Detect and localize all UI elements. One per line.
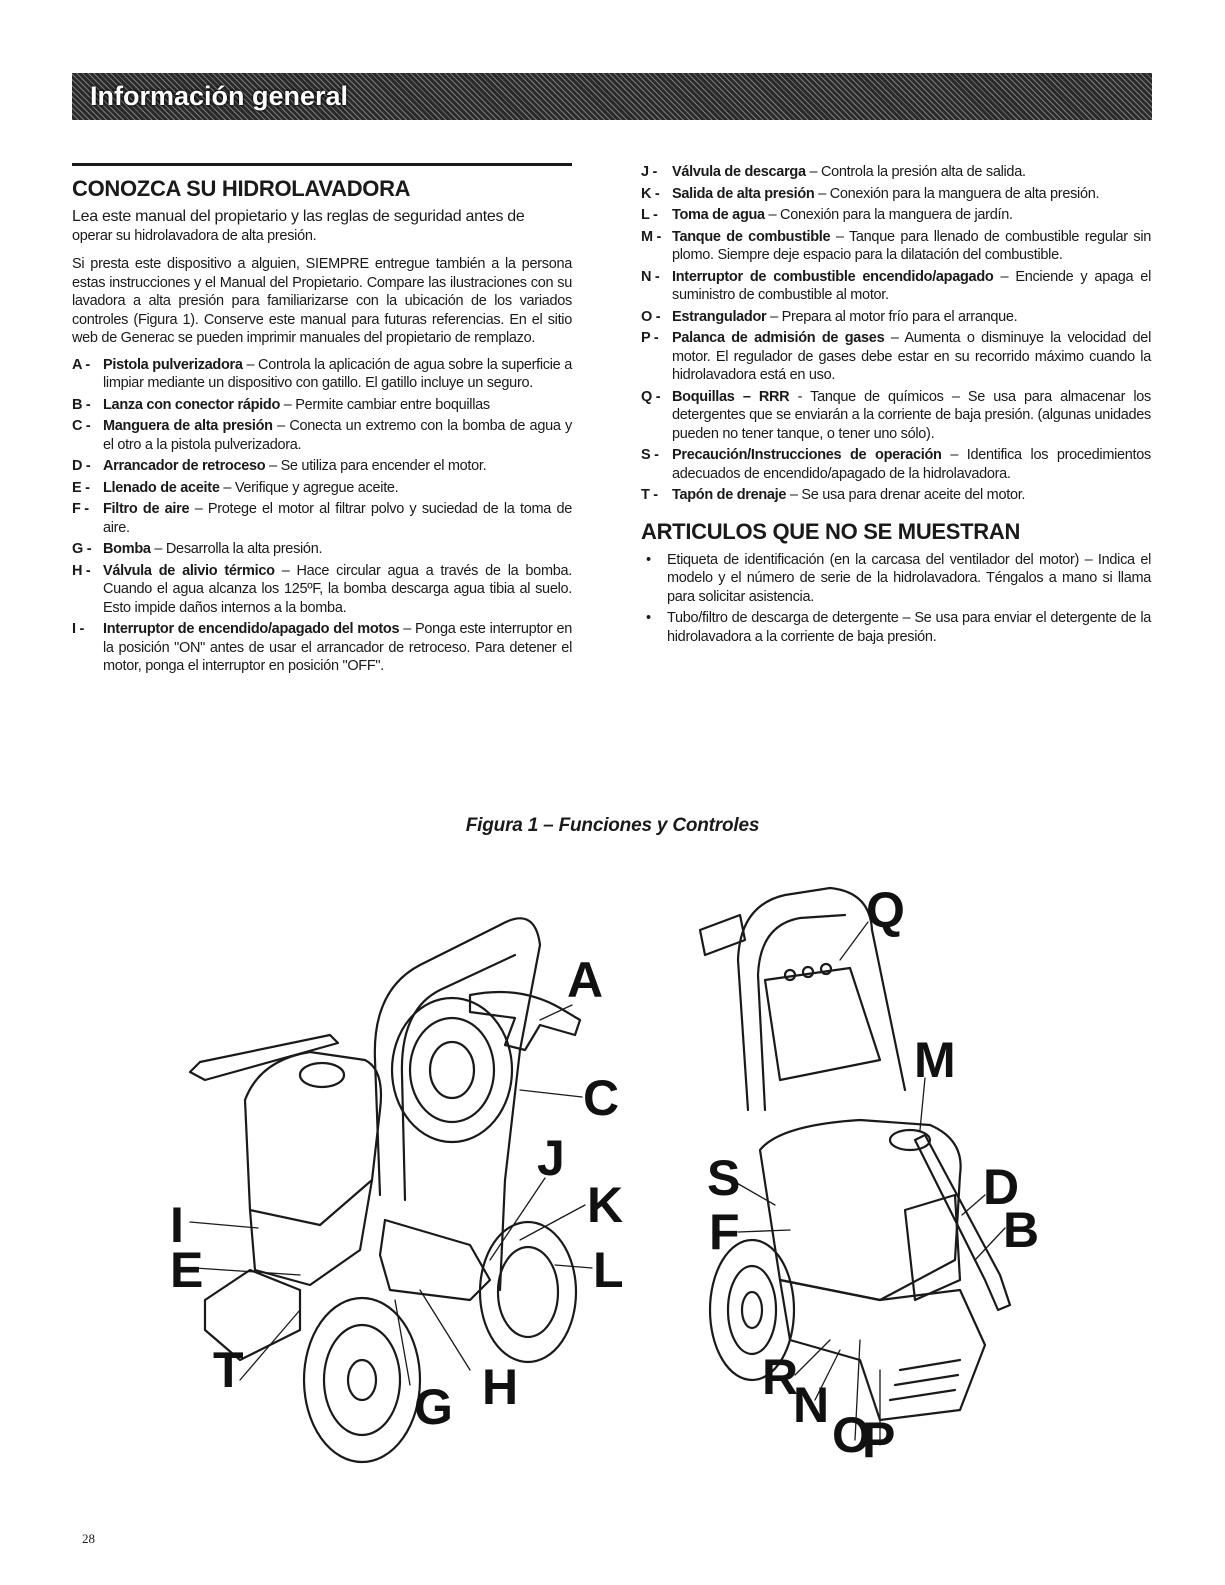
- part-item: [72, 620, 572, 676]
- heading-rule: [72, 163, 572, 166]
- part-item: [641, 268, 1151, 305]
- part-name: Boquillas – RRR: [672, 388, 790, 405]
- figure-caption: Figura 1 – Funciones y Controles: [465, 815, 760, 836]
- part-item: [72, 540, 572, 559]
- part-description: – Controla la presión alta de salida.: [805, 164, 1026, 180]
- part-item: [641, 185, 1151, 204]
- engine-block: [250, 1180, 372, 1285]
- section-heading: CONOZCA SU HIDROLAVADORA: [72, 176, 411, 201]
- part-letter: H -: [72, 562, 91, 579]
- parts-list-right: [641, 163, 1151, 505]
- callout-label: S: [707, 1150, 741, 1206]
- parts-list-left: [72, 356, 572, 676]
- part-name: Válvula de alivio térmico: [103, 562, 275, 579]
- part-description: - Tanque de químicos – Se usa para almacenar los detergentes que se enviarán a la corriente de baja presión. (algunas unidades pueden no tener tanque, o tener uno sólo).: [672, 388, 1151, 442]
- part-letter: K -: [641, 185, 660, 202]
- wheel-left: [304, 1298, 420, 1462]
- part-description: – Protege el motor al filtrar polvo y suciedad de la toma de aire.: [103, 501, 572, 536]
- callout-label: H: [482, 1359, 519, 1415]
- part-item: [641, 329, 1151, 385]
- callout-label: K: [587, 1177, 624, 1233]
- part-description: – Hace circular agua a través de la bomba. Cuando el agua alcanza los 125ºF, la bomba descarga agua tibia al suelo. Esto impide daños internos a la bomba.: [103, 562, 572, 616]
- frame-rear: [402, 955, 515, 1200]
- part-item: [641, 388, 1151, 444]
- callout-label: J: [537, 1130, 565, 1186]
- pump: [380, 1220, 490, 1300]
- part-description: – Prepara al motor frío para el arranque.: [766, 308, 1018, 325]
- section-title: Información general: [90, 81, 349, 111]
- callout-label: O: [832, 1407, 871, 1463]
- part-item: [641, 228, 1151, 265]
- part-letter: C -: [72, 418, 91, 434]
- callout-label: B: [1003, 1202, 1040, 1258]
- intro-paragraph: Si presta este dispositivo a alguien, SIEMPRE entregue también a la persona estas instrucciones y el Manual del Propietario. Compare las ilustraciones con su lavadora a alta presión para familiarizarse con la ubicación de los variados controles (Figura 1). Conserve este manual para futuras referencias. En el sitio web de Generac se pueden imprimir manuales del propietario de remplazo.: [72, 256, 572, 346]
- part-item: [72, 396, 572, 415]
- part-name: Toma de agua: [672, 207, 765, 223]
- part-description: – Permite cambiar entre boquillas: [280, 396, 490, 413]
- part-name: Estrangulador: [672, 308, 767, 325]
- spray-lance-right: [915, 1135, 1010, 1310]
- part-letter: E -: [72, 479, 90, 496]
- intro-lead-continued: operar su hidrolavadora de alta presión.: [72, 228, 317, 244]
- callout-label: L: [593, 1242, 624, 1298]
- fuel-cap: [300, 1063, 344, 1087]
- part-letter: D -: [72, 458, 91, 474]
- not-shown-text: Tubo/filtro de descarga de detergente – Se usa para enviar el detergente de la hidrolavadora a la corriente de baja presión.: [667, 610, 1151, 645]
- part-description: – Conexión para la manguera de jardín.: [764, 207, 1013, 223]
- page-number: 28: [82, 1531, 95, 1546]
- part-letter: F -: [72, 501, 89, 517]
- not-shown-text: Etiqueta de identificación (en la carcasa del ventilador del motor) – Indica el modelo y el número de serie de la hidrolavadora. Téngalos a mano si llama para solicitar asistencia.: [667, 551, 1151, 605]
- part-name: Lanza con conector rápido: [103, 396, 281, 413]
- section-banner: [72, 73, 1152, 120]
- part-name: Arrancador de retroceso: [103, 458, 266, 474]
- part-name: Llenado de aceite: [103, 479, 220, 496]
- callout-label: C: [583, 1070, 620, 1126]
- fuel-cap-right: [890, 1130, 930, 1150]
- part-item: [641, 308, 1151, 327]
- part-name: Pistola pulverizadora: [103, 356, 243, 373]
- engine-shroud: [245, 1052, 381, 1225]
- callout-label: M: [914, 1032, 956, 1088]
- part-description: – Conecta un extremo con la bomba de agua y el otro a la pistola pulverizadora.: [103, 418, 572, 453]
- part-description: – Conexión para la manguera de alta presión.: [814, 185, 1100, 202]
- part-letter: Q -: [641, 388, 661, 405]
- callout-label: I: [170, 1197, 184, 1253]
- callout-label: G: [414, 1379, 453, 1435]
- part-letter: J -: [641, 164, 658, 180]
- part-letter: L -: [641, 207, 658, 223]
- not-shown-item: [641, 609, 1151, 646]
- callout-label: E: [170, 1242, 204, 1298]
- part-description: – Desarrolla la alta presión.: [150, 541, 323, 557]
- part-letter: A -: [72, 356, 90, 373]
- part-item: [72, 479, 572, 498]
- hose-reel: [392, 998, 512, 1142]
- bullet-icon: •: [646, 551, 651, 568]
- nozzle-holder: [700, 915, 745, 955]
- callout-label: A: [567, 952, 604, 1008]
- intro-lead: Lea este manual del propietario y las reglas de seguridad antes de: [72, 208, 525, 225]
- part-description: – Se usa para drenar aceite del motor.: [786, 487, 1026, 503]
- callout-label: N: [793, 1377, 830, 1433]
- part-name: Precaución/Instrucciones de operación: [672, 447, 942, 463]
- part-name: Interruptor de encendido/apagado del motos: [103, 621, 400, 637]
- part-description: – Identifica los procedimientos adecuados de encendido/apagado de la hidrolavadora.: [672, 447, 1151, 482]
- part-letter: G -: [72, 541, 92, 557]
- part-description: – Controla la aplicación de agua sobre la superficie a limpiar mediante un dispositivo con gatillo. El gatillo incluye un seguro.: [103, 356, 572, 391]
- part-letter: O -: [641, 308, 661, 325]
- not-shown-heading: ARTICULOS QUE NO SE MUESTRAN: [641, 518, 1021, 544]
- part-name: Manguera de alta presión: [103, 418, 273, 434]
- part-name: Salida de alta presión: [672, 185, 815, 202]
- part-name: Tapón de drenaje: [672, 487, 787, 503]
- base-plate: [205, 1270, 300, 1360]
- callout-label: R: [762, 1349, 799, 1405]
- frame-handle: [375, 918, 540, 1290]
- part-name: Interruptor de combustible encendido/apagado: [672, 268, 994, 285]
- callout-label: D: [983, 1159, 1020, 1215]
- right-column: [641, 163, 1151, 649]
- recoil-housing: [905, 1195, 960, 1300]
- part-item: [72, 562, 572, 618]
- wheel-right: [480, 1222, 576, 1362]
- not-shown-item: [641, 551, 1151, 607]
- bullet-icon: •: [646, 610, 651, 626]
- part-item: [72, 417, 572, 454]
- base-right: [780, 1280, 985, 1420]
- part-name: Palanca de admisión de gases: [672, 330, 885, 346]
- part-letter: B -: [72, 396, 91, 413]
- part-item: [72, 356, 572, 393]
- wheel-right-machine: [710, 1240, 794, 1380]
- part-letter: M -: [641, 228, 662, 245]
- callout-label: T: [213, 1342, 244, 1398]
- part-description: – Tanque para llenado de combustible regular sin plomo. Siempre deje espacio para la dilatación del combustible.: [672, 228, 1152, 263]
- callout-label: F: [709, 1204, 740, 1260]
- part-letter: P -: [641, 330, 659, 346]
- part-item: [72, 457, 572, 476]
- spray-gun: [470, 992, 580, 1050]
- part-item: [641, 446, 1151, 483]
- not-shown-list: [641, 551, 1151, 647]
- part-letter: N -: [641, 268, 660, 285]
- part-description: – Se utiliza para encender el motor.: [265, 458, 487, 474]
- part-letter: I -: [72, 621, 84, 637]
- part-description: – Aumenta o disminuye la velocidad del motor. El regulador de gases debe estar en su recorrido máximo cuando la hidrolavadora está en uso.: [672, 330, 1151, 383]
- leader-lines: [190, 1005, 592, 1385]
- part-letter: S -: [641, 447, 659, 463]
- part-description: – Verifique y agregue aceite.: [219, 479, 399, 496]
- part-item: [641, 486, 1151, 505]
- part-item: [72, 500, 572, 537]
- left-column: [72, 163, 572, 679]
- frame-handle-right: [738, 888, 905, 1110]
- callout-label: P: [862, 1412, 896, 1468]
- part-description: – Ponga este interruptor en la posición "ON" antes de usar el arrancador de retroceso. Para detener el motor, ponga el interruptor en posición "OFF".: [103, 621, 573, 674]
- engine-right: [760, 1120, 961, 1300]
- part-item: [641, 206, 1151, 225]
- callout-label: Q: [866, 882, 905, 938]
- part-description: – Enciende y apaga el suministro de combustible al motor.: [672, 268, 1151, 303]
- part-item: [641, 163, 1151, 182]
- part-name: Filtro de aire: [103, 501, 190, 517]
- chemical-tank: [765, 968, 880, 1080]
- part-name: Bomba: [103, 541, 151, 557]
- spray-wand: [190, 1035, 338, 1080]
- part-name: Tanque de combustible: [672, 228, 831, 245]
- leader-lines-right: [735, 922, 1005, 1445]
- part-name: Válvula de descarga: [672, 164, 806, 180]
- part-letter: T -: [641, 487, 658, 503]
